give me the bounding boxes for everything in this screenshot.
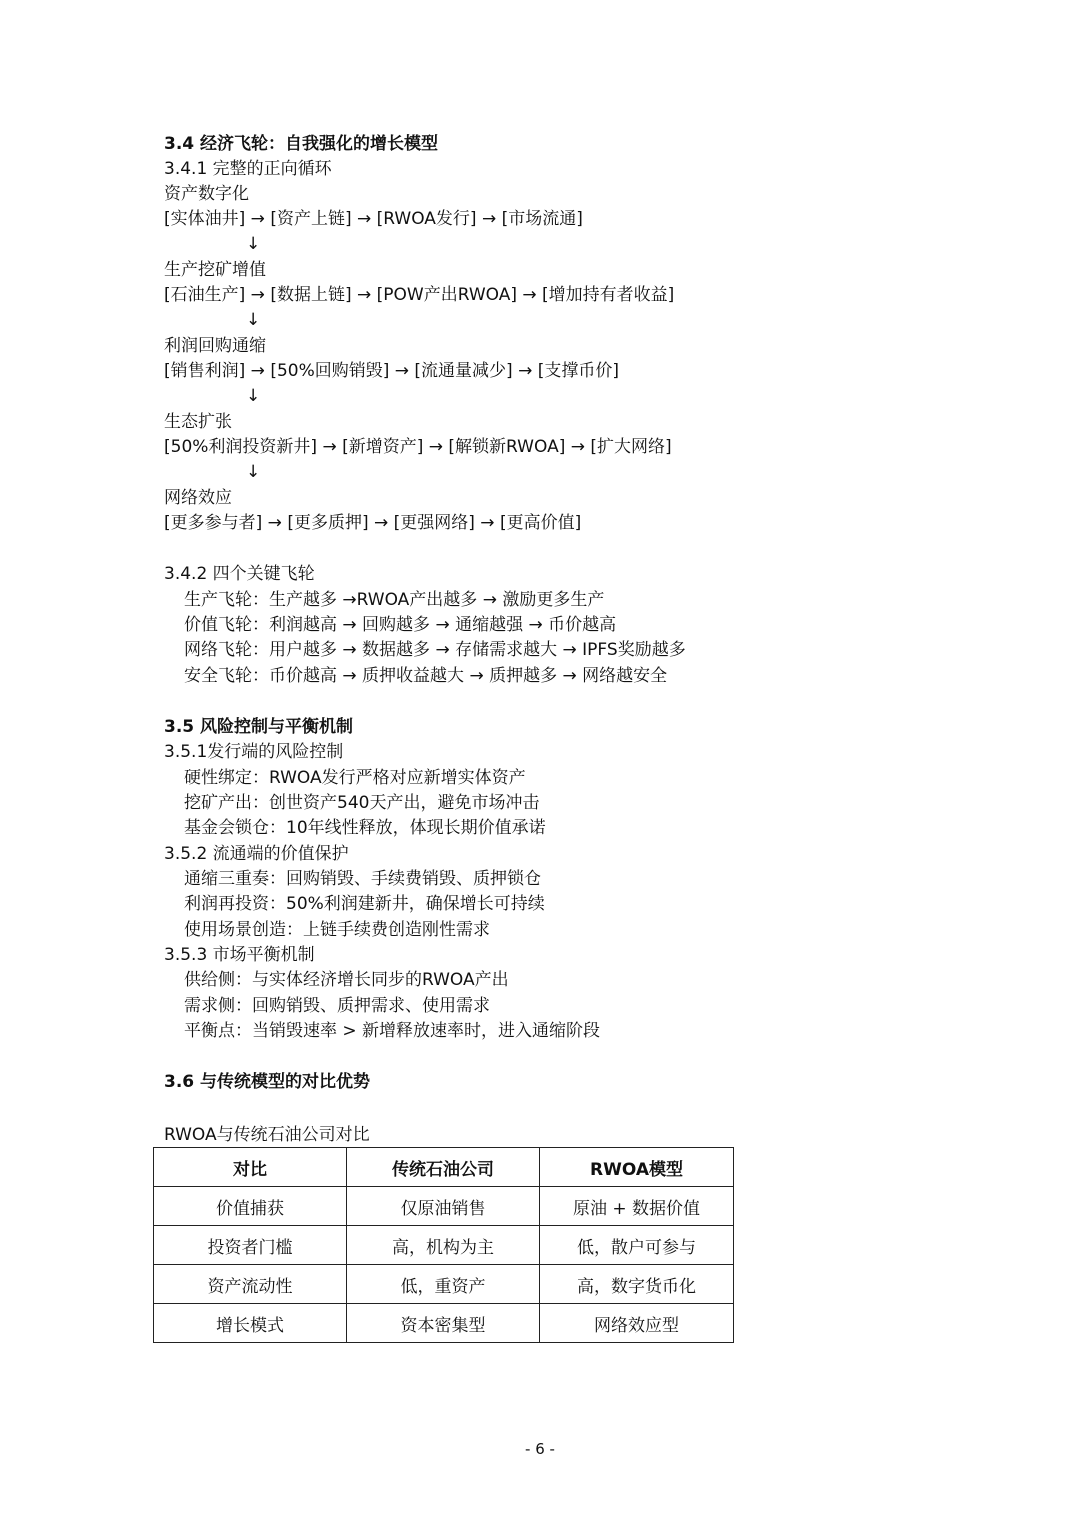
table-cell: 投资者门槛 — [154, 1226, 347, 1265]
text-line: 3.5.3 市场平衡机制 — [164, 945, 315, 965]
text-line: 利润回购通缩 — [164, 336, 266, 356]
text-line: [石油生产] → [数据上链] → [POW产出RWOA] → [增加持有者收益] — [164, 285, 675, 305]
text-line: 挖矿产出：创世资产540天产出，避免市场冲击 — [184, 793, 540, 813]
text-line: 网络效应 — [164, 488, 232, 508]
table-cell: 资产流动性 — [154, 1265, 347, 1304]
text-line: 3.5.1发行端的风险控制 — [164, 742, 344, 762]
table-header-row — [154, 1148, 734, 1187]
text-line: 利润再投资：50%利润建新井，确保增长可持续 — [184, 894, 545, 914]
text-line: 供给侧：与实体经济增长同步的RWOA产出 — [184, 970, 509, 990]
text-line: [销售利润] → [50%回购销毁] → [流通量减少] → [支撑币价] — [164, 361, 619, 381]
down-arrow-icon: ↓ — [246, 386, 261, 406]
text-line: 3.5.2 流通端的价值保护 — [164, 844, 349, 864]
text-line: 生态扩张 — [164, 412, 232, 432]
table-row — [154, 1226, 734, 1265]
text-line: [50%利润投资新井] → [新增资产] → [解锁新RWOA] → [扩大网络] — [164, 437, 672, 457]
section-heading: 3.4 经济飞轮：自我强化的增长模型 — [164, 134, 439, 154]
text-line: 需求侧：回购销毁、质押需求、使用需求 — [184, 996, 490, 1016]
text-line: 平衡点：当销毁速率 > 新增释放速率时，进入通缩阶段 — [184, 1021, 601, 1041]
text-line: 生产飞轮：生产越多 →RWOA产出越多 → 激励更多生产 — [184, 590, 605, 610]
table-cell: 价值捕获 — [154, 1187, 347, 1226]
table-cell: 资本密集型 — [347, 1304, 540, 1343]
table-row — [154, 1265, 734, 1304]
text-line: 网络飞轮：用户越多 → 数据越多 → 存储需求越大 → IPFS奖励越多 — [184, 640, 686, 660]
table-header-cell: 传统石油公司 — [347, 1148, 540, 1187]
down-arrow-icon: ↓ — [246, 234, 261, 254]
table-cell: 原油 + 数据价值 — [540, 1187, 734, 1226]
text-line: [实体油井] → [资产上链] → [RWOA发行] → [市场流通] — [164, 209, 583, 229]
text-line: [更多参与者] → [更多质押] → [更强网络] → [更高价值] — [164, 513, 582, 533]
table-cell: 低，散户可参与 — [540, 1226, 734, 1265]
text-line: 资产数字化 — [164, 184, 249, 204]
text-line: 3.4.1 完整的正向循环 — [164, 159, 332, 179]
section-heading: 3.6 与传统模型的对比优势 — [164, 1072, 371, 1092]
table-cell: 低，重资产 — [347, 1265, 540, 1304]
text-line: 安全飞轮：币价越高 → 质押收益越大 → 质押越多 → 网络越安全 — [184, 666, 668, 686]
page-number: - 6 - — [525, 1440, 555, 1458]
table-cell: 增长模式 — [154, 1304, 347, 1343]
text-line: 通缩三重奏：回购销毁、手续费销毁、质押锁仓 — [184, 869, 541, 889]
text-line: 使用场景创造：上链手续费创造刚性需求 — [184, 920, 490, 940]
down-arrow-icon: ↓ — [246, 310, 261, 330]
section-heading: 3.5 风险控制与平衡机制 — [164, 717, 354, 737]
text-line: 3.4.2 四个关键飞轮 — [164, 564, 315, 584]
table-cell: 仅原油销售 — [347, 1187, 540, 1226]
table-header-cell: RWOA模型 — [540, 1148, 734, 1187]
table-header-cell: 对比 — [154, 1148, 347, 1187]
text-line: 硬性绑定：RWOA发行严格对应新增实体资产 — [184, 768, 526, 788]
table-row — [154, 1304, 734, 1343]
comparison-table — [153, 1147, 734, 1343]
table-cell: 网络效应型 — [540, 1304, 734, 1343]
table-row — [154, 1187, 734, 1226]
text-line: 价值飞轮：利润越高 → 回购越多 → 通缩越强 → 币价越高 — [184, 615, 617, 635]
text-line: 生产挖矿增值 — [164, 260, 266, 280]
down-arrow-icon: ↓ — [246, 462, 261, 482]
table-cell: 高，数字货币化 — [540, 1265, 734, 1304]
text-line: 基金会锁仓：10年线性释放，体现长期价值承诺 — [184, 818, 546, 838]
table-caption: RWOA与传统石油公司对比 — [164, 1125, 370, 1145]
table-cell: 高，机构为主 — [347, 1226, 540, 1265]
